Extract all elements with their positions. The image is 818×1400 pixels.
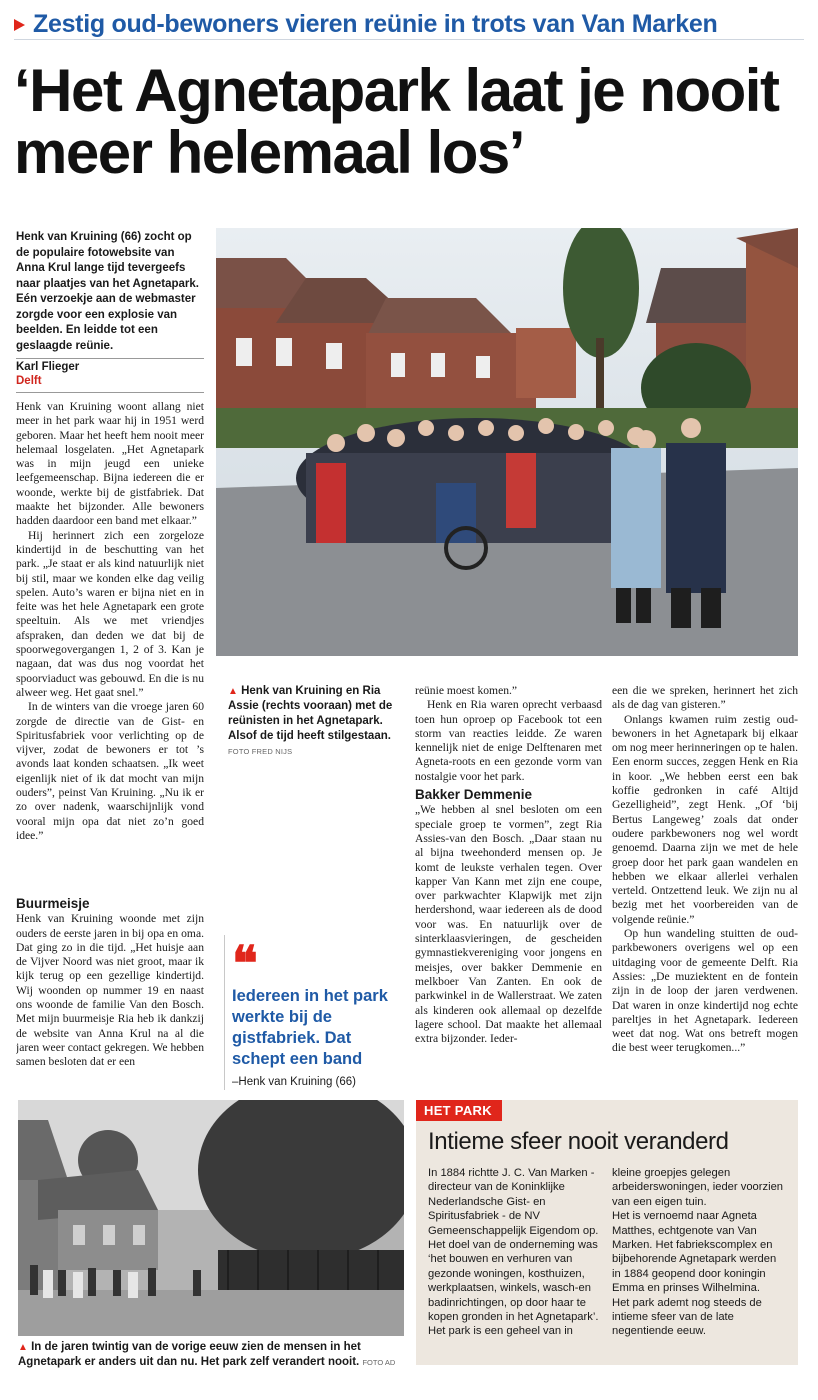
- historic-photo-caption: [18, 1340, 404, 1370]
- pull-quote: [232, 938, 407, 1088]
- quote-icon: ❝: [232, 938, 258, 991]
- intro-text: Henk van Kruining (66) zocht op de populaire fotowebsite van Anna Krul lange tijd tevergeefs naar plaatjes van het Agnetapark. Eén verzoekje aan de webmaster zorgde voor een explosie van beelden. En leidde tot een geslaagde reünie.: [16, 231, 200, 352]
- photo-credit: FOTO AD: [362, 1358, 396, 1367]
- quote-text: Iedereen in het park werkte bij de gistfabriek. Dat schept een band: [232, 987, 388, 1068]
- dateline-place: Delft: [16, 375, 42, 387]
- divider: [16, 392, 204, 393]
- box-paragraph: Het is vernoemd naar Agneta Matthes, echtgenote van Van Marken. Het fabriekscomplex en bijbehorende Agnetapark werden in 1884 geopend door koningin Emma en prinses Wilhelmina.: [612, 1210, 777, 1295]
- info-box: [416, 1100, 798, 1365]
- box-paragraph: Het park ademt nog steeds de intieme sfeer van de late negentiende eeuw.: [612, 1296, 762, 1338]
- headline: ‘Het Agnetapark laat je nooit meer helemaal los’: [14, 57, 779, 186]
- box-tag: HET PARK: [416, 1100, 502, 1121]
- kicker-bar: [14, 10, 804, 40]
- divider: [224, 935, 225, 1090]
- paragraph: een die we spreken, herinnert het zich als de dag van gisteren.”: [612, 684, 798, 712]
- group-photo-image: [216, 228, 798, 656]
- box-paragraph: Het park is een geheel van in: [428, 1325, 573, 1338]
- subheading: Bakker Demmenie: [415, 787, 533, 803]
- box-column-right: [612, 1166, 788, 1339]
- box-title: Intieme sfeer nooit veranderd: [428, 1128, 729, 1155]
- paragraph: In de winters van die vroege jaren 60 zorgde de directie van de Gist- en Spiritusfabriek voor verlichting op de vijver, zodat de bewoners er tot ’s avonds laat konden schaatsen. „Ik weet eigenlijk niet of ik dat mocht van mijn ouders”, peinst Van Kruining. „Nu ik er zo over nadenk, waarschijnlijk vond vooral mijn opa dat niet zo’n goed idee.”: [16, 700, 204, 842]
- group-photo: [216, 228, 798, 656]
- red-triangle-icon: ▲: [18, 1342, 28, 1353]
- paragraph: „We hebben al snel besloten om een speciale groep te vormen”, zegt Ria Assies-van den Bosch. „Daar staan nu al bijna tweehonderd mensen op. Je komt de leukste verhalen tegen. Over kapper Van Kann met zijn ene coupe, over parkwachter Klapwijk met zijn herdershond, waar iedereen als de dood voor was. En natuurlijk over de sinterklaasvieringen, de gescheiden gymnastiekvereniging voor jongens en meisjes, over bakker Demmenie en melkboer Van Zanten. En ook de parkwinkel in de Wallerstraat. We zaten als kinderen ook allemaal op dezelfde lagere school. Dat maakte het allemaal extra bijzonder. Ieder-: [415, 803, 602, 1046]
- photo-caption: [228, 684, 403, 759]
- paragraph: reünie moest komen.”: [415, 684, 518, 697]
- article-column-1: [16, 400, 204, 880]
- article-column-4: [612, 684, 798, 1089]
- historic-photo-image: [18, 1100, 404, 1336]
- paragraph: Henk van Kruining woont allang niet meer in het park waar hij in 1951 werd geboren. Maar het heeft hem nooit meer helemaal losgelaten. „Het Agnetapark was in mijn jeugd een unieke leefgemeenschap. Bijna iedereen die er woonde, werkte bij de gistfabriek. Dat maakte het bijzonder. Alle bewoners hadden daardoor een band met elkaar.”: [16, 400, 204, 528]
- kicker-text: Zestig oud-bewoners vieren reünie in trots van Van Marken: [33, 10, 718, 38]
- box-column-left: [428, 1166, 604, 1339]
- paragraph: Henk van Kruining woonde met zijn ouders de eerste jaren in bij opa en oma. Dat ging zo in die tijd. „Het huisje aan de Vijver Noord was niet groot, maar ik kijk terug op een gezellige kindertijd. Wij woonden op nummer 19 en naast ons woonde de familie Van den Bosch. Met mijn buurmeisje Ria heb ik dankzij de website van Anna Krul na al die jaren weer contact gekregen. We hebben samen besloten dat er een: [16, 912, 204, 1069]
- author-name: Karl Flieger: [16, 358, 204, 373]
- red-triangle-icon: [14, 19, 25, 31]
- caption-text: Henk van Kruining en Ria Assie (rechts vooraan) met de reünisten in het Agnetapark. Alsof de tijd heeft stilgestaan.: [228, 685, 393, 742]
- red-triangle-icon: ▲: [228, 686, 238, 697]
- historic-photo: [18, 1100, 404, 1336]
- quote-attribution: –Henk van Kruining (66): [232, 1076, 357, 1088]
- article-column-1b: [16, 893, 204, 1093]
- article-column-3: [415, 684, 602, 1089]
- caption-text: In de jaren twintig van de vorige eeuw zien de mensen in het Agnetapark er anders uit dan nu. Het park zelf verandert nooit.: [18, 1341, 361, 1368]
- paragraph: Op hun wandeling stuitten de oud-parkbewoners overigens wel op een uitdaging voor de gemeente Delft. Ria Assies: „De muziektent en de fontein zijn in de loop der jaren verdwenen. Dat waren in onze kindertijd nog echte pareltjes in het Agnetapark. Iedereen weet dat nog. Wat ons betreft mogen die best weer terugkomen...”: [612, 927, 798, 1055]
- box-paragraph: In 1884 richtte J. C. Van Marken - directeur van de Koninklijke Nederlandsche Gist- en Spiritusfabriek - de NV Gemeenschappelijk Eigendom op. Het doel van de onderneming was ‘het bouwen en verhuren van gezonde woningen, kosthuizen, werkplaatsen, winkels, wasch-en badinrichtingen, op door haar te kopen gronden in het Agnetapark’.: [428, 1167, 599, 1324]
- box-paragraph: kleine groepjes gelegen arbeiderswoningen, ieder voorzien van een eigen tuin.: [612, 1167, 784, 1208]
- paragraph: Onlangs kwamen ruim zestig oud-bewoners in het Agnetapark bij elkaar om nog meer herinneringen op te halen. Een enorm succes, zeggen Henk en Ria in koor. „We hebben eerst een bak koffie gedronken in café Altijd Gezelligheid”, zegt Henk. „Of ‘bij Bertus Langeweg’ zoals dat onder oudere parkbewoners nog wel wordt genoemd. Daarna zijn we met de hele groep door het park gaan wandelen en hebben we elkaar allerlei verhalen verteld. Ontzettend leuk. We zijn nu al bezig met het voorbereiden van de volgende reünie.”: [612, 712, 798, 926]
- paragraph: Henk en Ria waren oprecht verbaasd toen hun oproep op Facebook tot een storm van reacties leidde. Ze waren kennelijk niet de enige Delftenaren met Agneta-roots en een gezonde vorm van nostalgie voor het park.: [415, 698, 602, 783]
- paragraph: Hij herinnert zich een zorgeloze kindertijd in de beschutting van het park. „Je staat er als kind natuurlijk niet bij stil, maar we konden elke dag veilig spelen. Auto’s waren er bijna niet en in feite was het hele Agnetapark een grote speeltuin. Als we met vriendjes afspraken, dan deden we dat bij de spoorwegovergangen 1, 2 of 3. Kan je nagaan, dat was dus nog voordat het spoorviaduct was gebouwd. En die is nu alweer weg. Het gaat snel.”: [16, 528, 204, 699]
- photo-credit: FOTO FRED NIJS: [228, 747, 293, 756]
- subheading: Buurmeisje: [16, 896, 90, 911]
